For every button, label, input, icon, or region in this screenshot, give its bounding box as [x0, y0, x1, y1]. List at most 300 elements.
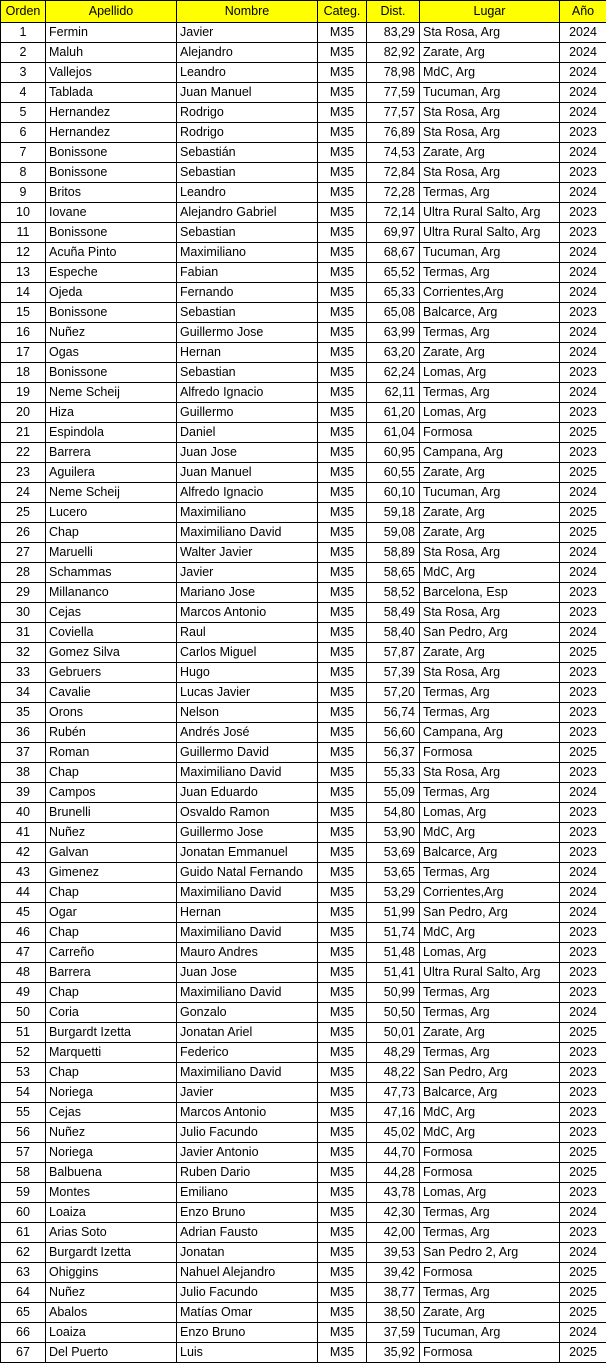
cell-anio: 2023: [560, 843, 606, 863]
cell-categ: M35: [318, 763, 367, 783]
cell-dist: 42,00: [367, 1223, 420, 1243]
cell-dist: 60,55: [367, 463, 420, 483]
cell-anio: 2023: [560, 1123, 606, 1143]
table-row: [1, 403, 606, 423]
cell-lugar: Tucuman, Arg: [420, 243, 560, 263]
cell-lugar: Balcarce, Arg: [420, 843, 560, 863]
cell-lugar: Termas, Arg: [420, 1043, 560, 1063]
cell-apellido: Aguilera: [46, 463, 177, 483]
cell-lugar: Lomas, Arg: [420, 803, 560, 823]
table-row: [1, 1263, 606, 1283]
cell-lugar: Corrientes,Arg: [420, 283, 560, 303]
cell-anio: 2023: [560, 163, 606, 183]
cell-categ: M35: [318, 1243, 367, 1263]
cell-nombre: Fernando: [177, 283, 318, 303]
cell-anio: 2023: [560, 403, 606, 423]
cell-categ: M35: [318, 83, 367, 103]
cell-categ: M35: [318, 983, 367, 1003]
cell-dist: 53,69: [367, 843, 420, 863]
cell-nombre: Maximiliano David: [177, 983, 318, 1003]
cell-categ: M35: [318, 343, 367, 363]
cell-apellido: Nuñez: [46, 1123, 177, 1143]
cell-anio: 2023: [560, 443, 606, 463]
cell-nombre: Fabian: [177, 263, 318, 283]
cell-categ: M35: [318, 1143, 367, 1163]
cell-apellido: Ohiggins: [46, 1263, 177, 1283]
cell-dist: 57,87: [367, 643, 420, 663]
cell-dist: 65,08: [367, 303, 420, 323]
table-row: [1, 603, 606, 623]
cell-categ: M35: [318, 803, 367, 823]
cell-categ: M35: [318, 323, 367, 343]
cell-nombre: Adrian Fausto: [177, 1223, 318, 1243]
cell-orden: 60: [1, 1203, 46, 1223]
table-row: [1, 863, 606, 883]
cell-apellido: Nuñez: [46, 1283, 177, 1303]
table-row: [1, 663, 606, 683]
table-row: [1, 203, 606, 223]
table-row: [1, 1123, 606, 1143]
cell-nombre: Guillermo David: [177, 743, 318, 763]
cell-categ: M35: [318, 243, 367, 263]
cell-anio: 2024: [560, 623, 606, 643]
cell-dist: 58,89: [367, 543, 420, 563]
cell-apellido: Loaiza: [46, 1323, 177, 1343]
cell-apellido: Ogas: [46, 343, 177, 363]
cell-lugar: Zarate, Arg: [420, 523, 560, 543]
cell-apellido: Bonissone: [46, 163, 177, 183]
cell-apellido: Lucero: [46, 503, 177, 523]
cell-lugar: Termas, Arg: [420, 1203, 560, 1223]
cell-categ: M35: [318, 503, 367, 523]
table-row: [1, 23, 606, 43]
cell-apellido: Chap: [46, 923, 177, 943]
cell-orden: 30: [1, 603, 46, 623]
cell-nombre: Emiliano: [177, 1183, 318, 1203]
cell-categ: M35: [318, 863, 367, 883]
table-row: [1, 763, 606, 783]
cell-lugar: Ultra Rural Salto, Arg: [420, 223, 560, 243]
cell-nombre: Sebastian: [177, 223, 318, 243]
cell-lugar: Corrientes,Arg: [420, 883, 560, 903]
cell-dist: 58,65: [367, 563, 420, 583]
cell-apellido: Orons: [46, 703, 177, 723]
cell-lugar: San Pedro 2, Arg: [420, 1243, 560, 1263]
cell-nombre: Mariano Jose: [177, 583, 318, 603]
table-row: [1, 543, 606, 563]
cell-anio: 2024: [560, 1203, 606, 1223]
cell-apellido: Noriega: [46, 1143, 177, 1163]
table-row: [1, 1023, 606, 1043]
table-row: [1, 63, 606, 83]
cell-categ: M35: [318, 963, 367, 983]
header-nombre: Nombre: [177, 1, 318, 23]
cell-nombre: Julio Facundo: [177, 1283, 318, 1303]
cell-apellido: Neme Scheij: [46, 383, 177, 403]
table-row: [1, 923, 606, 943]
cell-apellido: Gomez Silva: [46, 643, 177, 663]
cell-anio: 2023: [560, 663, 606, 683]
cell-apellido: Tablada: [46, 83, 177, 103]
cell-nombre: Juan Manuel: [177, 463, 318, 483]
cell-nombre: Sebastian: [177, 363, 318, 383]
cell-categ: M35: [318, 583, 367, 603]
cell-orden: 8: [1, 163, 46, 183]
cell-orden: 41: [1, 823, 46, 843]
cell-nombre: Jonatan: [177, 1243, 318, 1263]
cell-categ: M35: [318, 1063, 367, 1083]
cell-orden: 34: [1, 683, 46, 703]
cell-orden: 9: [1, 183, 46, 203]
table-row: [1, 523, 606, 543]
cell-categ: M35: [318, 943, 367, 963]
cell-nombre: Juan Jose: [177, 443, 318, 463]
cell-anio: 2023: [560, 1083, 606, 1103]
cell-apellido: Britos: [46, 183, 177, 203]
cell-dist: 74,53: [367, 143, 420, 163]
cell-categ: M35: [318, 423, 367, 443]
cell-apellido: Chap: [46, 523, 177, 543]
cell-lugar: Sta Rosa, Arg: [420, 23, 560, 43]
cell-orden: 22: [1, 443, 46, 463]
cell-anio: 2023: [560, 363, 606, 383]
cell-nombre: Rodrigo: [177, 103, 318, 123]
cell-lugar: Formosa: [420, 1163, 560, 1183]
cell-nombre: Gonzalo: [177, 1003, 318, 1023]
table-row: [1, 903, 606, 923]
table-row: [1, 1223, 606, 1243]
cell-orden: 12: [1, 243, 46, 263]
cell-dist: 50,99: [367, 983, 420, 1003]
cell-nombre: Alejandro Gabriel: [177, 203, 318, 223]
table-row: [1, 383, 606, 403]
cell-dist: 50,01: [367, 1023, 420, 1043]
cell-apellido: Fermin: [46, 23, 177, 43]
cell-lugar: Sta Rosa, Arg: [420, 763, 560, 783]
table-row: [1, 943, 606, 963]
cell-apellido: Maluh: [46, 43, 177, 63]
cell-orden: 64: [1, 1283, 46, 1303]
cell-lugar: Balcarce, Arg: [420, 303, 560, 323]
table-row: [1, 263, 606, 283]
cell-apellido: Coviella: [46, 623, 177, 643]
cell-lugar: San Pedro, Arg: [420, 1063, 560, 1083]
table-row: [1, 963, 606, 983]
cell-dist: 77,59: [367, 83, 420, 103]
cell-apellido: Noriega: [46, 1083, 177, 1103]
cell-categ: M35: [318, 683, 367, 703]
cell-dist: 55,09: [367, 783, 420, 803]
cell-nombre: Jonatan Ariel: [177, 1023, 318, 1043]
cell-apellido: Burgardt Izetta: [46, 1023, 177, 1043]
cell-anio: 2025: [560, 503, 606, 523]
cell-dist: 62,11: [367, 383, 420, 403]
cell-categ: M35: [318, 43, 367, 63]
cell-apellido: Cavalie: [46, 683, 177, 703]
table-row: [1, 463, 606, 483]
cell-nombre: Maximiliano David: [177, 523, 318, 543]
cell-dist: 63,20: [367, 343, 420, 363]
cell-apellido: Nuñez: [46, 823, 177, 843]
cell-nombre: Guillermo Jose: [177, 323, 318, 343]
cell-dist: 42,30: [367, 1203, 420, 1223]
cell-dist: 58,52: [367, 583, 420, 603]
cell-orden: 18: [1, 363, 46, 383]
cell-categ: M35: [318, 623, 367, 643]
table-row: [1, 283, 606, 303]
cell-categ: M35: [318, 823, 367, 843]
cell-lugar: Sta Rosa, Arg: [420, 663, 560, 683]
cell-lugar: Zarate, Arg: [420, 1303, 560, 1323]
cell-apellido: Acuña Pinto: [46, 243, 177, 263]
cell-orden: 51: [1, 1023, 46, 1043]
cell-dist: 51,48: [367, 943, 420, 963]
cell-orden: 48: [1, 963, 46, 983]
cell-apellido: Arias Soto: [46, 1223, 177, 1243]
cell-nombre: Juan Manuel: [177, 83, 318, 103]
cell-anio: 2023: [560, 963, 606, 983]
cell-nombre: Guillermo Jose: [177, 823, 318, 843]
cell-anio: 2023: [560, 703, 606, 723]
table-row: [1, 823, 606, 843]
cell-lugar: Termas, Arg: [420, 983, 560, 1003]
cell-apellido: Campos: [46, 783, 177, 803]
cell-nombre: Leandro: [177, 183, 318, 203]
cell-orden: 16: [1, 323, 46, 343]
cell-anio: 2024: [560, 343, 606, 363]
cell-anio: 2023: [560, 803, 606, 823]
cell-orden: 43: [1, 863, 46, 883]
cell-anio: 2023: [560, 763, 606, 783]
table-row: [1, 443, 606, 463]
table-row: [1, 1343, 606, 1363]
cell-categ: M35: [318, 1043, 367, 1063]
cell-nombre: Enzo Bruno: [177, 1323, 318, 1343]
cell-lugar: Ultra Rural Salto, Arg: [420, 963, 560, 983]
cell-orden: 24: [1, 483, 46, 503]
cell-orden: 1: [1, 23, 46, 43]
cell-lugar: Formosa: [420, 1263, 560, 1283]
cell-apellido: Hiza: [46, 403, 177, 423]
cell-orden: 11: [1, 223, 46, 243]
cell-apellido: Ojeda: [46, 283, 177, 303]
cell-orden: 14: [1, 283, 46, 303]
cell-dist: 53,90: [367, 823, 420, 843]
cell-dist: 83,29: [367, 23, 420, 43]
cell-lugar: Termas, Arg: [420, 383, 560, 403]
cell-nombre: Daniel: [177, 423, 318, 443]
cell-dist: 53,65: [367, 863, 420, 883]
cell-categ: M35: [318, 563, 367, 583]
cell-categ: M35: [318, 643, 367, 663]
cell-dist: 56,74: [367, 703, 420, 723]
cell-lugar: Sta Rosa, Arg: [420, 103, 560, 123]
cell-orden: 65: [1, 1303, 46, 1323]
cell-lugar: Tucuman, Arg: [420, 483, 560, 503]
cell-categ: M35: [318, 703, 367, 723]
cell-anio: 2023: [560, 983, 606, 1003]
cell-dist: 44,70: [367, 1143, 420, 1163]
cell-lugar: Campana, Arg: [420, 443, 560, 463]
cell-orden: 29: [1, 583, 46, 603]
cell-nombre: Andrés José: [177, 723, 318, 743]
cell-apellido: Chap: [46, 763, 177, 783]
cell-orden: 27: [1, 543, 46, 563]
cell-apellido: Roman: [46, 743, 177, 763]
cell-lugar: Termas, Arg: [420, 183, 560, 203]
cell-apellido: Schammas: [46, 563, 177, 583]
cell-lugar: Formosa: [420, 423, 560, 443]
table-row: [1, 1303, 606, 1323]
table-row: [1, 423, 606, 443]
cell-lugar: Lomas, Arg: [420, 363, 560, 383]
cell-anio: 2024: [560, 1243, 606, 1263]
cell-orden: 59: [1, 1183, 46, 1203]
cell-apellido: Gebruers: [46, 663, 177, 683]
cell-orden: 33: [1, 663, 46, 683]
cell-orden: 42: [1, 843, 46, 863]
cell-lugar: MdC, Arg: [420, 1103, 560, 1123]
cell-orden: 63: [1, 1263, 46, 1283]
cell-apellido: Bonissone: [46, 363, 177, 383]
cell-anio: 2024: [560, 903, 606, 923]
cell-orden: 56: [1, 1123, 46, 1143]
table-row: [1, 1283, 606, 1303]
header-apellido: Apellido: [46, 1, 177, 23]
cell-dist: 55,33: [367, 763, 420, 783]
cell-apellido: Iovane: [46, 203, 177, 223]
cell-orden: 66: [1, 1323, 46, 1343]
cell-anio: 2023: [560, 123, 606, 143]
cell-categ: M35: [318, 1163, 367, 1183]
cell-anio: 2023: [560, 683, 606, 703]
table-row: [1, 883, 606, 903]
table-row: [1, 363, 606, 383]
cell-lugar: MdC, Arg: [420, 63, 560, 83]
cell-lugar: Formosa: [420, 743, 560, 763]
cell-apellido: Barrera: [46, 443, 177, 463]
cell-nombre: Guido Natal Fernando: [177, 863, 318, 883]
table-row: [1, 783, 606, 803]
table-body: [1, 23, 606, 1363]
cell-anio: 2023: [560, 1183, 606, 1203]
cell-orden: 37: [1, 743, 46, 763]
table-row: [1, 1063, 606, 1083]
cell-anio: 2023: [560, 1103, 606, 1123]
cell-anio: 2023: [560, 943, 606, 963]
cell-nombre: Maximiliano: [177, 243, 318, 263]
cell-lugar: Campana, Arg: [420, 723, 560, 743]
table-row: [1, 183, 606, 203]
cell-nombre: Sebastian: [177, 303, 318, 323]
table-row: [1, 803, 606, 823]
table-row: [1, 583, 606, 603]
cell-lugar: Sta Rosa, Arg: [420, 123, 560, 143]
header-row: [1, 1, 606, 23]
table-row: [1, 703, 606, 723]
cell-dist: 39,42: [367, 1263, 420, 1283]
header-dist: Dist.: [367, 1, 420, 23]
cell-categ: M35: [318, 1203, 367, 1223]
cell-anio: 2024: [560, 1323, 606, 1343]
cell-categ: M35: [318, 1083, 367, 1103]
cell-categ: M35: [318, 843, 367, 863]
cell-lugar: Termas, Arg: [420, 323, 560, 343]
cell-lugar: MdC, Arg: [420, 823, 560, 843]
cell-dist: 53,29: [367, 883, 420, 903]
cell-orden: 25: [1, 503, 46, 523]
cell-nombre: Lucas Javier: [177, 683, 318, 703]
cell-apellido: Espindola: [46, 423, 177, 443]
table-row: [1, 643, 606, 663]
cell-apellido: Bonissone: [46, 223, 177, 243]
cell-nombre: Maximiliano David: [177, 763, 318, 783]
cell-anio: 2025: [560, 1163, 606, 1183]
table-row: [1, 43, 606, 63]
cell-categ: M35: [318, 1183, 367, 1203]
cell-categ: M35: [318, 923, 367, 943]
cell-dist: 57,39: [367, 663, 420, 683]
cell-categ: M35: [318, 103, 367, 123]
cell-anio: 2024: [560, 63, 606, 83]
cell-apellido: Burgardt Izetta: [46, 1243, 177, 1263]
table-row: [1, 1243, 606, 1263]
cell-orden: 15: [1, 303, 46, 323]
table-row: [1, 1143, 606, 1163]
cell-dist: 65,33: [367, 283, 420, 303]
table-row: [1, 323, 606, 343]
cell-dist: 38,50: [367, 1303, 420, 1323]
cell-anio: 2025: [560, 1263, 606, 1283]
cell-anio: 2024: [560, 23, 606, 43]
cell-apellido: Gimenez: [46, 863, 177, 883]
cell-nombre: Nahuel Alejandro: [177, 1263, 318, 1283]
cell-dist: 57,20: [367, 683, 420, 703]
cell-orden: 44: [1, 883, 46, 903]
cell-lugar: San Pedro, Arg: [420, 903, 560, 923]
cell-dist: 69,97: [367, 223, 420, 243]
table-row: [1, 983, 606, 1003]
cell-dist: 58,49: [367, 603, 420, 623]
cell-lugar: MdC, Arg: [420, 1123, 560, 1143]
cell-anio: 2025: [560, 1143, 606, 1163]
cell-dist: 72,84: [367, 163, 420, 183]
cell-lugar: Termas, Arg: [420, 1283, 560, 1303]
cell-categ: M35: [318, 123, 367, 143]
cell-anio: 2025: [560, 643, 606, 663]
cell-anio: 2025: [560, 743, 606, 763]
cell-apellido: Balbuena: [46, 1163, 177, 1183]
cell-nombre: Alfredo Ignacio: [177, 383, 318, 403]
cell-dist: 44,28: [367, 1163, 420, 1183]
cell-lugar: Zarate, Arg: [420, 143, 560, 163]
cell-dist: 54,80: [367, 803, 420, 823]
cell-lugar: Zarate, Arg: [420, 1023, 560, 1043]
cell-apellido: Rubén: [46, 723, 177, 743]
cell-dist: 51,99: [367, 903, 420, 923]
cell-categ: M35: [318, 223, 367, 243]
cell-dist: 59,18: [367, 503, 420, 523]
cell-dist: 48,29: [367, 1043, 420, 1063]
table-row: [1, 1203, 606, 1223]
cell-nombre: Maximiliano: [177, 503, 318, 523]
cell-nombre: Alfredo Ignacio: [177, 483, 318, 503]
cell-lugar: Zarate, Arg: [420, 463, 560, 483]
cell-orden: 6: [1, 123, 46, 143]
cell-apellido: Hernandez: [46, 103, 177, 123]
cell-apellido: Cejas: [46, 603, 177, 623]
cell-dist: 51,74: [367, 923, 420, 943]
